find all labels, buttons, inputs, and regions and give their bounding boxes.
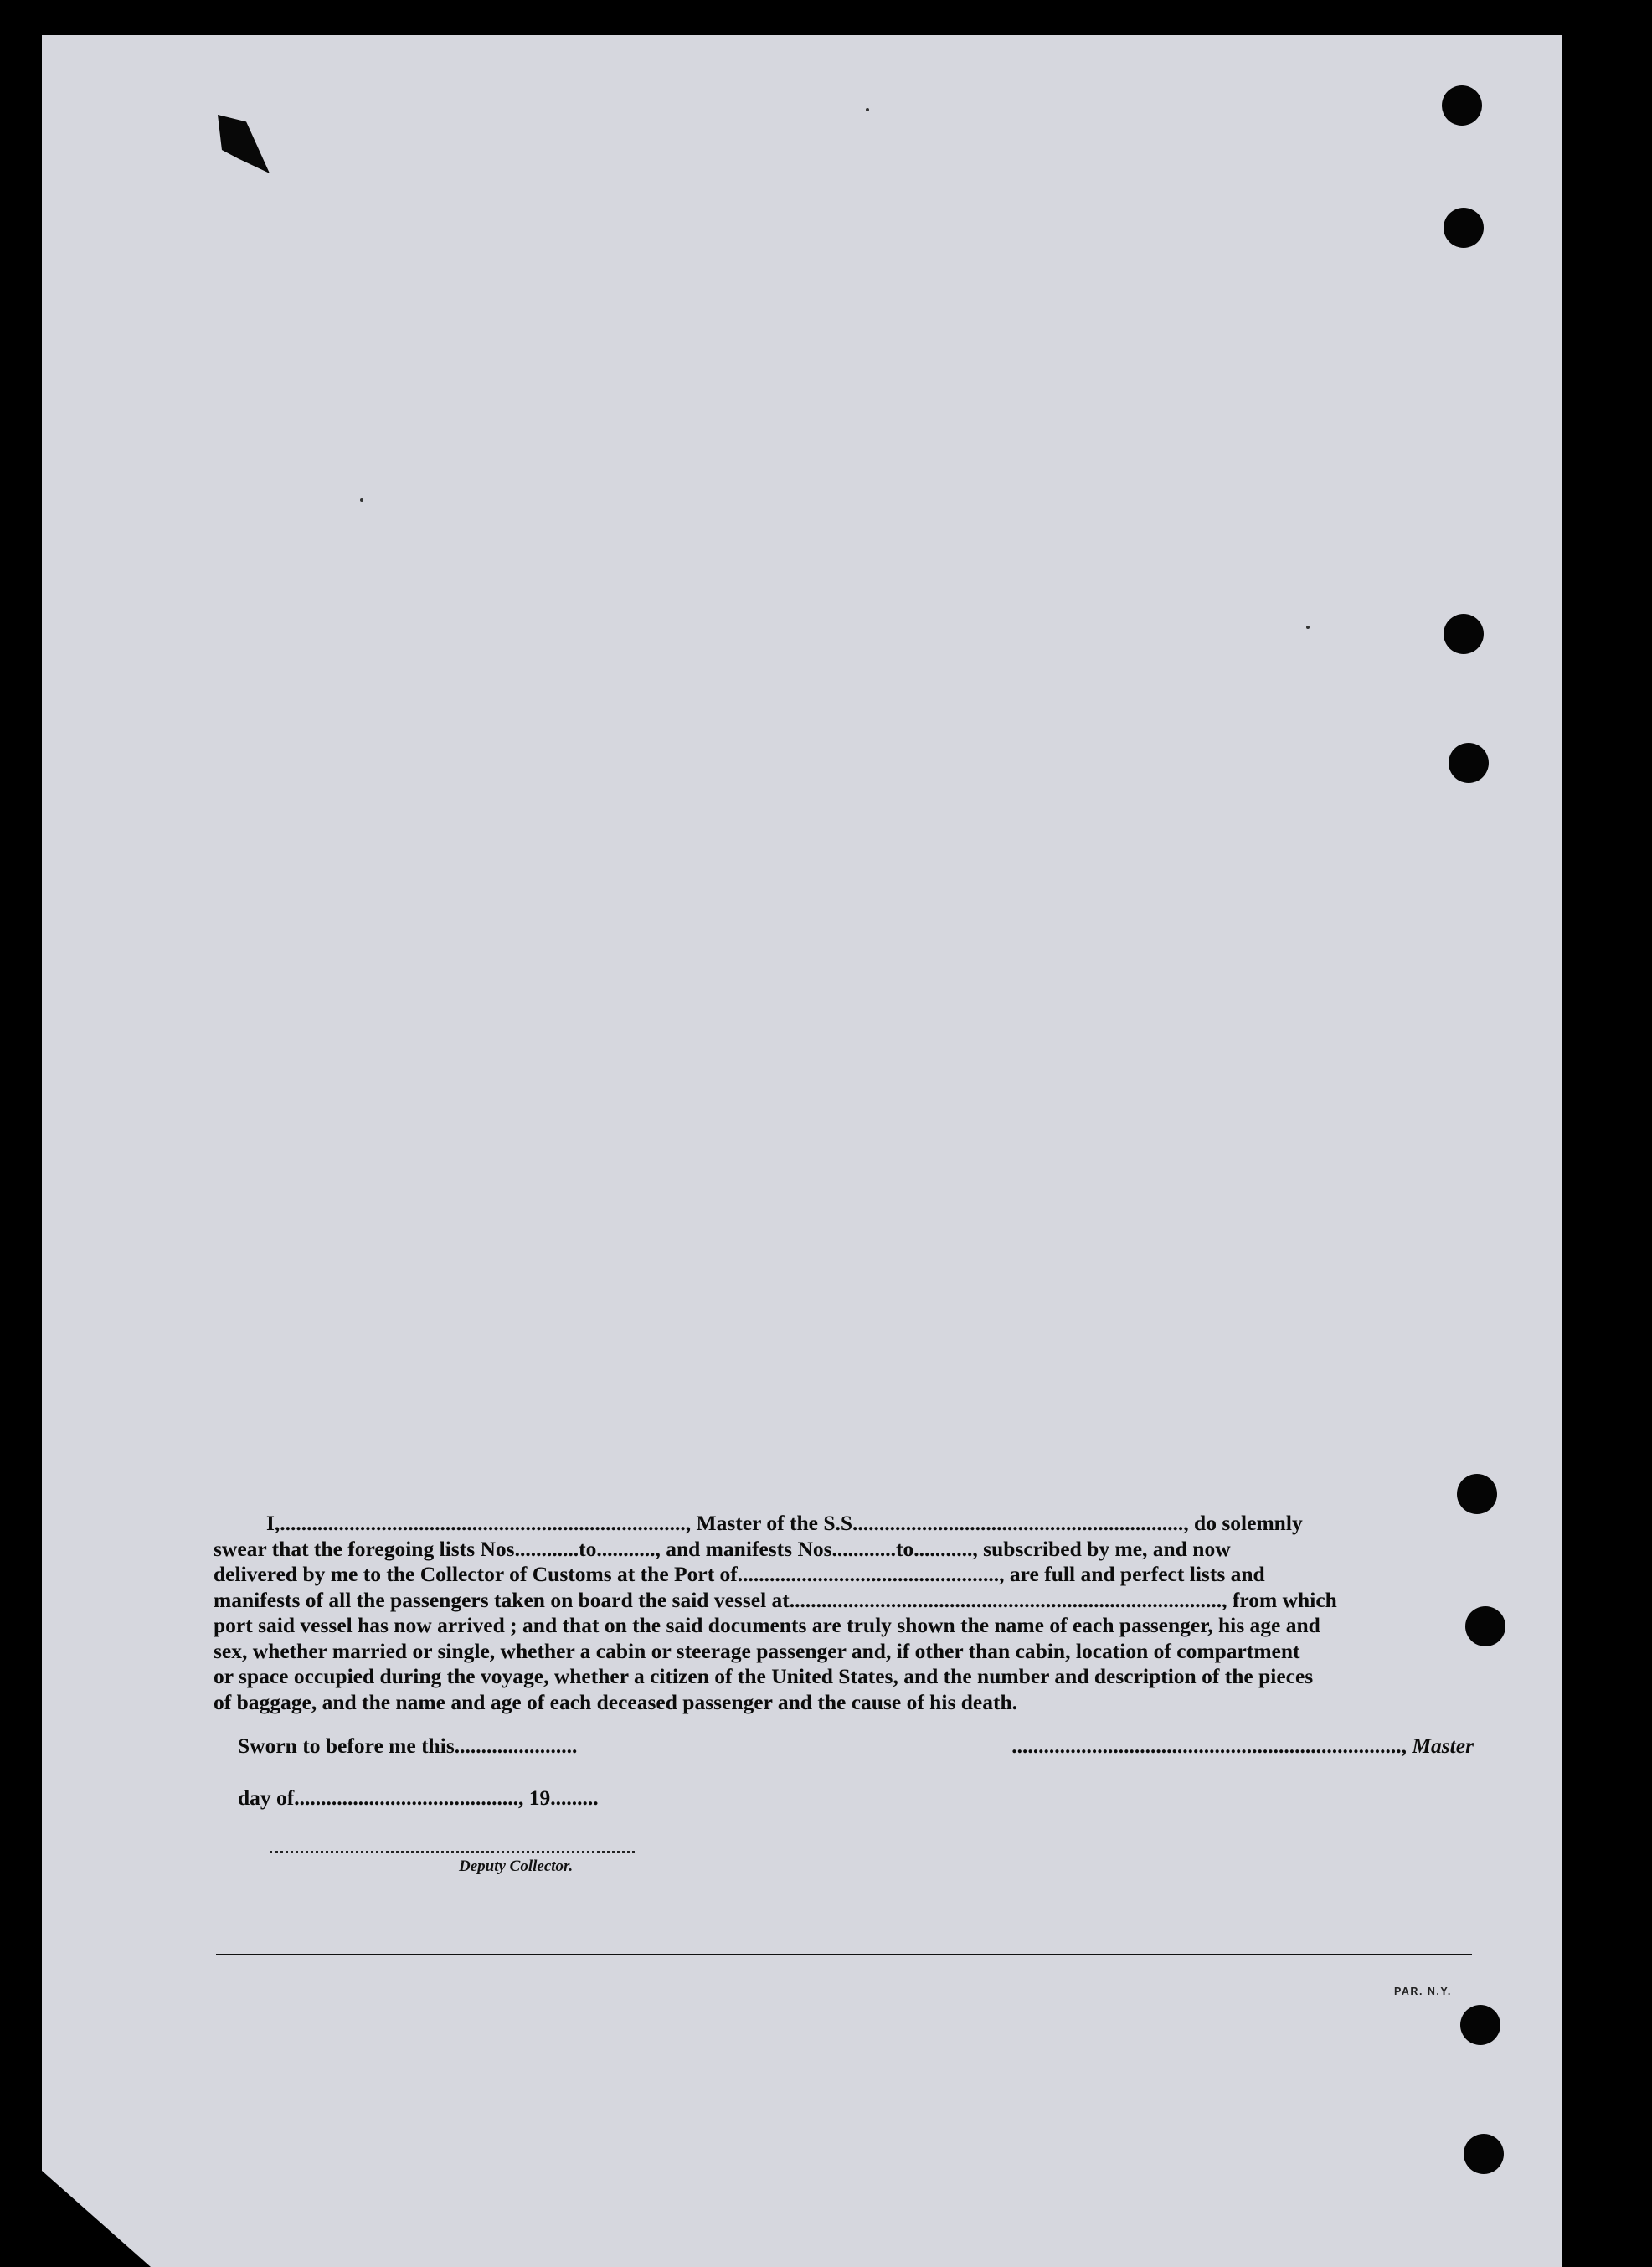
printer-mark: PAR. N.Y.: [1394, 1986, 1452, 1997]
punch-hole: [1460, 2005, 1500, 2045]
paper-speck: [360, 498, 363, 502]
master-signature-line: [1011, 1734, 1474, 1759]
punch-hole: [1444, 614, 1484, 654]
torn-corner: [218, 115, 270, 173]
oath-line: or space occupied during the voyage, whether a citizen of the United States, and the number and description of the pieces: [214, 1664, 1314, 1688]
oath-paragraph: [214, 1511, 1474, 1715]
paper-speck: [1306, 626, 1310, 629]
oath-line: delivered by me to the Collector of Customs at the Port of................................................., are full and perfect lists and: [214, 1562, 1265, 1586]
sworn-line: Sworn to before me this.......................: [238, 1734, 578, 1758]
punch-hole: [1442, 85, 1482, 126]
master-label: Master: [1412, 1734, 1474, 1758]
day-of-line: day of.........................................., 19.........: [238, 1785, 599, 1810]
punch-hole: [1444, 208, 1484, 248]
form-page: [42, 35, 1562, 2267]
punch-hole: [1457, 1474, 1497, 1514]
punch-hole: [1449, 743, 1489, 783]
oath-line: I,............................................................................, Master of the S.S.............................................................., do solemnly: [266, 1511, 1303, 1535]
oath-line: port said vessel has now arrived ; and that on the said documents are truly shown the name of each passenger, his age and: [214, 1613, 1320, 1637]
deputy-collector-label: Deputy Collector.: [459, 1857, 574, 1875]
oath-line: of baggage, and the name and age of each deceased passenger and the cause of his death.: [214, 1689, 1018, 1714]
deputy-signature-rule: [270, 1851, 635, 1853]
oath-line: swear that the foregoing lists Nos............to..........., and manifests Nos............to..........., subscribed by me, and now: [214, 1536, 1231, 1561]
oath-line: sex, whether married or single, whether a cabin or steerage passenger and, if other than cabin, location of compartment: [214, 1638, 1300, 1663]
oath-line: manifests of all the passengers taken on board the said vessel at................................................................................., from which: [214, 1587, 1337, 1612]
paper-speck: [866, 108, 869, 111]
punch-hole: [1464, 2134, 1504, 2174]
bottom-rule: [216, 1954, 1472, 1955]
master-signature-dots: .........................................................................,: [1011, 1734, 1413, 1758]
